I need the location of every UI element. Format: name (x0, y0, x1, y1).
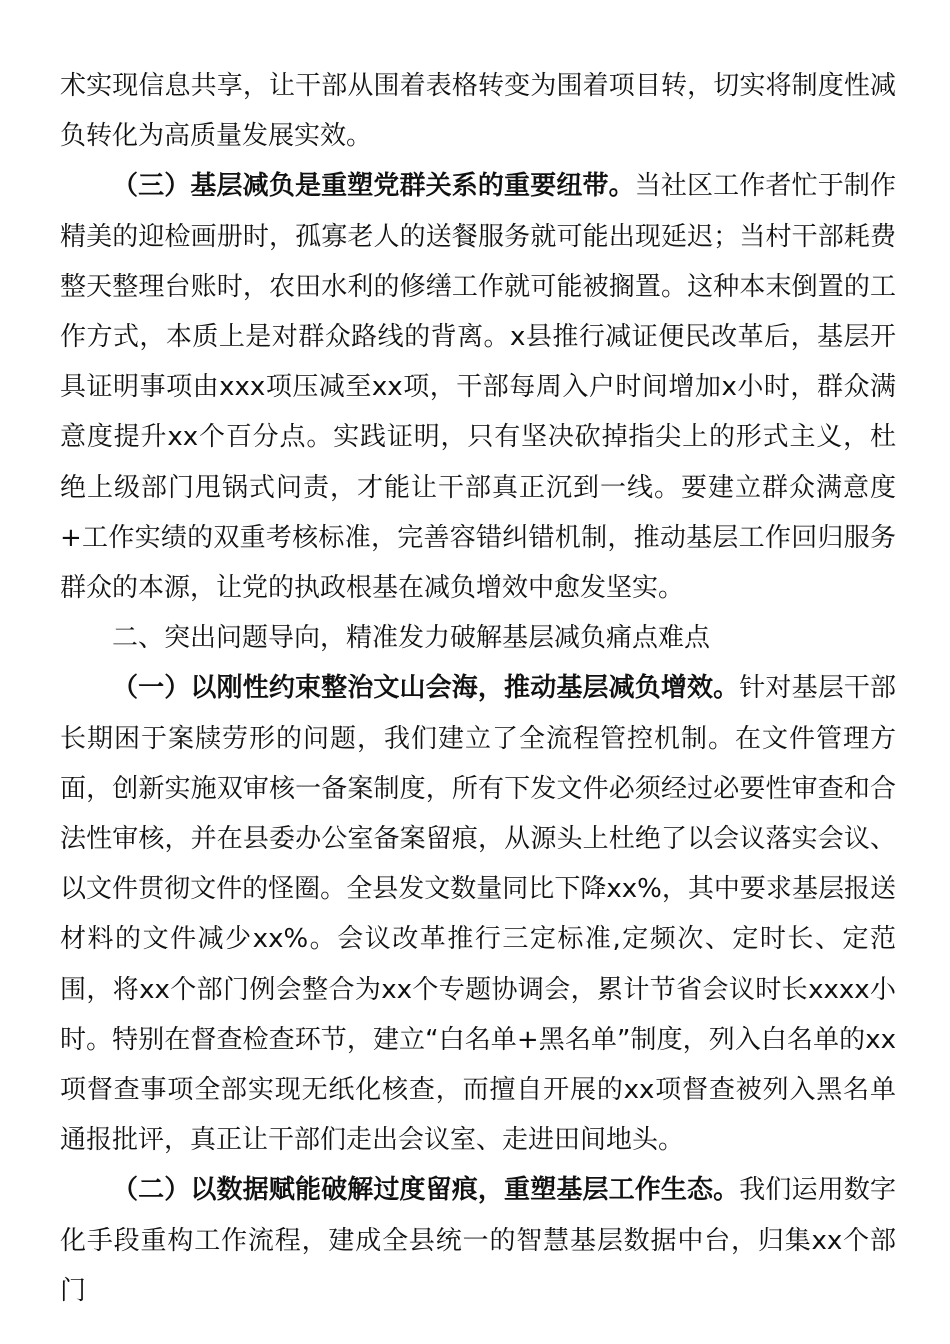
paragraph-body: 针对基层干部长期困于案牍劳形的问题，我们建立了全流程管控机制。在文件管理方面，创新实施双审核一备案制度，所有下发文件必须经过必要性审查和合法性审核，并在县委办公室备案留痕，从源头上杜绝了以会议落实会议、以文件贯彻文件的怪圈。全县发文数量同比下降xx%，其中要求基层报送材料的文件减少xx%。会议改革推行三定标准,定频次、定时长、定范围，将xx个部门例会整合为xx个专题协调会，累计节省会议时长xxxx小时。特别在督查检查环节，建立“白名单+黑名单”制度，列入白名单的xx项督查事项全部实现无纸化核查，而擅自开展的xx项督查被列入黑名单通报批评，真正让干部们走出会议室、走进田间地头。 (60, 673, 896, 1156)
paragraph-body: 我们运用数字化手段重构工作流程，建成全县统一的智慧基层数据中台，归集xx个部门 (60, 1175, 896, 1306)
paragraph-section-3 (60, 161, 896, 613)
paragraph-subsection-2 (60, 1165, 896, 1316)
document-page (60, 61, 896, 1316)
paragraph-body: 当社区工作者忙于制作精美的迎检画册时，孤寡老人的送餐服务就可能出现延迟；当村干部耗费整天整理台账时，农田水利的修缮工作就可能被搁置。这种本末倒置的工作方式，本质上是对群众路线的背离。x县推行减证便民改革后，基层开具证明事项由xxx项压减至xx项，干部每周入户时间增加x小时，群众满意度提升xx个百分点。实践证明，只有坚决砍掉指尖上的形式主义，杜绝上级部门甩锅式问责，才能让干部真正沉到一线。要建立群众满意度+工作实绩的双重考核标准，完善容错纠错机制，推动基层工作回归服务群众的本源，让党的执政根基在减负增效中愈发坚实。 (60, 171, 896, 604)
paragraph-lead-heading: （三）基层减负是重塑党群关系的重要纽带。 (112, 171, 635, 202)
section-heading: 二、突出问题导向，精准发力破解基层减负痛点难点 (112, 623, 711, 654)
paragraph-lead-heading: （一）以刚性约束整治文山会海，推动基层减负增效。 (112, 673, 740, 704)
paragraph-continuation: 术实现信息共享，让干部从围着表格转变为围着项目转，切实将制度性减负转化为高质量发展实效。 (60, 71, 896, 152)
paragraph-subsection-1 (60, 663, 896, 1165)
paragraph-lead-heading: （二）以数据赋能破解过度留痕，重塑基层工作生态。 (112, 1175, 740, 1206)
